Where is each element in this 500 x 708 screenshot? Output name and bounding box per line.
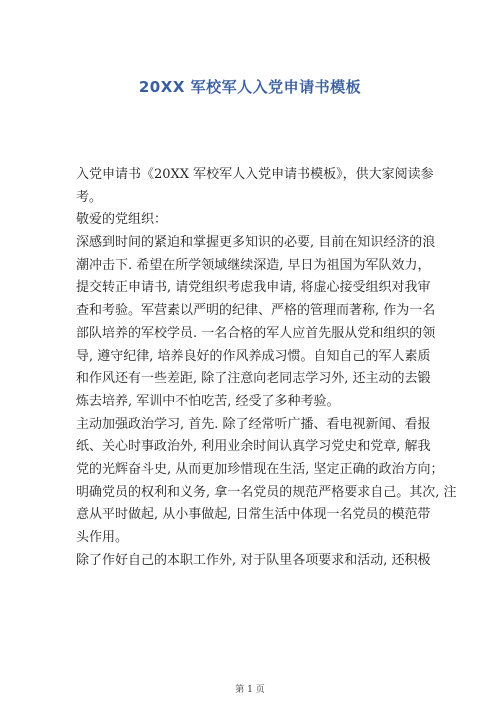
body-line: 意从平时做起, 从小事做起, 日常生活中体现一名党员的模范带: [76, 507, 431, 523]
body-line: 明确党员的权利和义务, 拿一名党员的规范严格要求自己。其次, 注: [76, 484, 457, 500]
page-number: 第 1 页: [235, 685, 265, 695]
body-line: 敬爱的党组织：: [76, 212, 168, 228]
body-line: 和作风还有一些差距, 除了注意向老同志学习外, 还主动的去锻: [76, 371, 431, 387]
body-line: 潮冲击下. 希望在所学领域继续深造, 早日为祖国为军队效力，: [76, 257, 431, 273]
document-title: 20XX 军校军人入党申请书模板: [138, 78, 362, 96]
body-line: 查和考验。军营素以严明的纪律、严格的管理而著称, 作为一名: [76, 303, 436, 319]
body-line: 导, 遵守纪律, 培养良好的作风养成习惯。自知自己的军人素质: [76, 348, 431, 364]
body-line: 入党申请书《20XX 军校军人入党申请书模板》，供大家阅读参: [76, 167, 434, 182]
body-line: 党的光辉奋斗史, 从而更加珍惜现在生活, 坚定正确的政治方向；: [76, 461, 444, 477]
body-line: 主动加强政治学习, 首先. 除了经常听广播、看电视新闻、看报: [76, 416, 431, 432]
document-body: [76, 164, 457, 572]
body-line: 纸、关心时事政治外, 利用业余时间认真学习党史和党章, 解我: [76, 439, 431, 455]
body-line: 提交转正申请书, 请党组织考虑我申请, 将虚心接受组织对我审: [76, 280, 431, 296]
body-line: 头作用。: [76, 530, 129, 545]
body-line: 除了作好自己的本职工作外, 对于队里各项要求和活动, 还积极: [76, 552, 431, 568]
body-line: 考。: [76, 189, 103, 205]
body-line: 炼去培养, 军训中不怕吃苦, 经受了多种考验。: [76, 393, 340, 409]
body-line: 部队培养的军校学员. 一名合格的军人应首先服从党和组织的领: [76, 325, 436, 341]
body-line: 深感到时间的紧迫和掌握更多知识的必要, 目前在知识经济的浪: [76, 235, 436, 251]
